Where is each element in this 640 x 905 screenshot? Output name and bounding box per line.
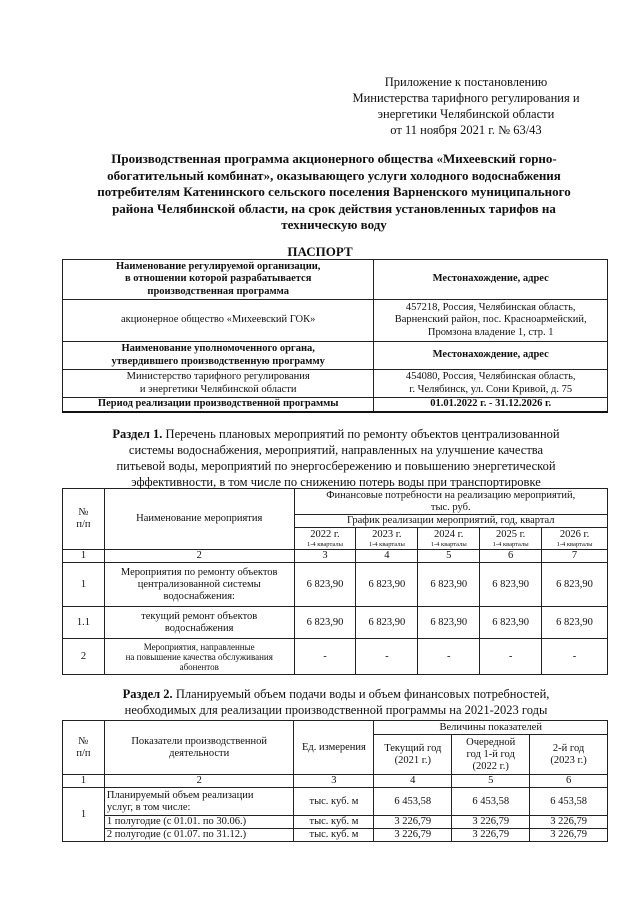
indicator-cell: 2 полугодие (с 01.07. по 31.12.) (104, 829, 294, 842)
title-line: техническую воду (281, 217, 387, 232)
column-number: 3 (294, 775, 374, 788)
indicator-cell: 1 полугодие (с 01.01. по 30.06.) (104, 816, 294, 829)
appendix-line: от 11 ноября 2021 г. № 63/43 (390, 123, 542, 137)
column-number: 7 (542, 550, 608, 563)
section-heading-line: необходимых для реализации производственной программы на 2021-2023 годы (124, 703, 548, 717)
col-header-unit: Ед. измерения (294, 721, 374, 775)
section-heading-line: системы водоснабжения, мероприятий, направленных на улучшение качества (128, 443, 544, 457)
table-row (63, 829, 608, 842)
table-row (63, 607, 608, 639)
value-cell: 3 226,79 (452, 829, 530, 842)
header-text: 2-й год (552, 742, 585, 754)
activity-name-line: централизованной системы (137, 578, 261, 590)
quarter-label: 1-4 кварталы (556, 541, 593, 548)
title-line: потребителям Катенинского сельского поселения Варненского муниципального (97, 184, 571, 199)
section-heading-text: Перечень плановых мероприятий по ремонту объектов централизованной (162, 427, 560, 441)
column-number: 5 (418, 550, 480, 563)
year-label: 2025 г. (495, 529, 526, 540)
authority-location-header-cell: Местонахождение, адрес (374, 342, 608, 370)
header-text: (2023 г.) (550, 754, 587, 766)
value-cell: 6 823,90 (542, 563, 608, 607)
column-number: 2 (104, 775, 294, 788)
value-cell: 6 823,90 (356, 563, 418, 607)
activity-name-line: Мероприятия по ремонту объектов (120, 566, 278, 578)
value-cell: 3 226,79 (374, 816, 452, 829)
org-header-cell (63, 260, 374, 300)
year-label: 2024 г. (434, 529, 464, 540)
location-header-cell: Местонахождение, адрес (374, 260, 608, 300)
row-number: 1 (63, 563, 105, 607)
value-cell: 6 823,90 (294, 607, 356, 639)
row-number: 2 (63, 639, 105, 675)
org-header-text: производственная программа (147, 285, 289, 297)
activity-name-line: водоснабжения: (163, 590, 235, 602)
title-line: района Челябинской области, на срок действия установленных тарифов на (112, 200, 556, 216)
indicator-line: Планируемый объем реализации (106, 789, 254, 801)
value-cell: - (356, 639, 418, 675)
col-header-financial (294, 489, 607, 515)
year-label: 2026 г. (559, 529, 590, 540)
authority-name-line: Министерство тарифного регулирования (126, 371, 310, 382)
value-cell: - (480, 639, 542, 675)
column-number: 1 (63, 775, 105, 788)
activity-name-line: водоснабжения (164, 622, 234, 634)
value-cell: - (542, 639, 608, 675)
header-text: (2021 г.) (394, 754, 431, 766)
section1-heading (70, 426, 602, 490)
section-heading-line: питьевой воды, мероприятий по энергосбережению и повышению энергетической (116, 459, 556, 473)
header-text: деятельности (169, 747, 230, 759)
passport-row (63, 342, 608, 370)
authority-name-line: и энергетики Челябинской области (139, 383, 297, 395)
value-cell: 6 823,90 (294, 563, 356, 607)
header-text: п/п (76, 747, 91, 759)
authority-header-text: утвердившего производственную программу (111, 355, 325, 367)
title-line: Производственная программа акционерного общества «Михеевский горно- (111, 151, 557, 166)
year-header-cell (418, 528, 480, 550)
header-text: № (78, 507, 89, 518)
section-heading-text: Планируемый объем подачи воды и объем финансовых потребностей, (172, 687, 550, 701)
header-text: год 1-й год (466, 748, 515, 760)
section2-heading (80, 686, 592, 718)
column-number: 4 (356, 550, 418, 563)
table-row (63, 563, 608, 607)
address-line: г. Челябинск, ул. Сони Кривой, д. 75 (409, 383, 573, 395)
col-header-schedule: График реализации мероприятий, год, квартал (294, 515, 607, 528)
passport-row (63, 260, 608, 300)
table-header-row (63, 721, 608, 735)
year-label: 2022 г. (310, 529, 340, 540)
header-text: Очередной (466, 736, 516, 748)
indicator-cell (104, 788, 294, 816)
year-header-cell (294, 528, 356, 550)
title-line: обогатительный комбинат», оказывающего услуги холодного водоснабжения (107, 167, 561, 183)
authority-header-cell (63, 342, 374, 370)
value-cell: 6 823,90 (480, 607, 542, 639)
section-number: Раздел 2. (122, 687, 173, 701)
col-header-indicator (104, 721, 294, 775)
activity-name-cell (104, 563, 294, 607)
value-cell: 3 226,79 (374, 829, 452, 842)
value-cell: 6 823,90 (418, 607, 480, 639)
unit-cell: тыс. куб. м (294, 829, 374, 842)
header-text: тыс. руб. (430, 501, 471, 513)
address-line: Варненский район, пос. Красноармейский, (394, 314, 587, 326)
section-heading-line (80, 686, 592, 702)
unit-cell: тыс. куб. м (294, 816, 374, 829)
header-text: Текущий год (384, 742, 442, 754)
org-header-text: Наименование регулируемой организации, (115, 260, 321, 272)
header-text: № (78, 735, 89, 747)
col-header-num (63, 489, 105, 550)
value-cell: 6 823,90 (356, 607, 418, 639)
passport-row (63, 300, 608, 342)
activity-name-line: текущий ремонт объектов (141, 610, 258, 622)
period-value-cell: 01.01.2022 г. - 31.12.2026 г. (374, 398, 608, 412)
value-cell: - (418, 639, 480, 675)
activity-name-cell (104, 607, 294, 639)
period-label-cell: Период реализации производственной программы (63, 398, 374, 412)
year-header-cell (356, 528, 418, 550)
year-header-cell (542, 528, 608, 550)
column-number-row (63, 775, 608, 788)
column-number-row (63, 550, 608, 563)
table-row (63, 816, 608, 829)
org-header-text: в отношении которой разрабатывается (124, 273, 312, 285)
activity-name-line: на повышение качества обслуживания (125, 651, 273, 662)
table-row (63, 788, 608, 816)
value-cell: 6 453,58 (530, 788, 608, 816)
value-cell: 3 226,79 (452, 816, 530, 829)
value-cell: 6 453,58 (374, 788, 452, 816)
quarter-label: 1-4 кварталы (430, 541, 467, 548)
appendix-line: Приложение к постановлению (384, 75, 548, 89)
year-label: 2023 г. (372, 529, 402, 540)
column-number: 3 (294, 550, 356, 563)
appendix-note (330, 74, 602, 138)
col-header-values: Величины показателей (374, 721, 608, 735)
value-cell: 6 453,58 (452, 788, 530, 816)
address-line: 454080, Россия, Челябинская область, (405, 371, 576, 382)
quarter-label: 1-4 кварталы (306, 541, 343, 548)
activity-name-cell (104, 639, 294, 675)
authority-address-cell (374, 370, 608, 398)
org-address-cell (374, 300, 608, 342)
section2-table (62, 720, 608, 842)
column-number: 4 (374, 775, 452, 788)
document-title (86, 151, 582, 234)
section-heading-line: эффективности, в том числе по снижению потерь воды при транспортировке (131, 475, 541, 489)
col-header-num (63, 721, 105, 775)
address-line: Промзона владение 1, стр. 1 (427, 326, 554, 338)
column-number: 6 (480, 550, 542, 563)
col-header-second-year (530, 735, 608, 775)
authority-name-cell (63, 370, 374, 398)
column-number: 6 (530, 775, 608, 788)
column-number: 2 (104, 550, 294, 563)
section1-table (62, 488, 608, 675)
section-number: Раздел 1. (112, 427, 163, 441)
address-line: 457218, Россия, Челябинская область, (405, 301, 576, 313)
col-header-next-year (452, 735, 530, 775)
table-header-row (63, 489, 608, 515)
row-number: 1.1 (63, 607, 105, 639)
org-name-cell: акционерное общество «Михеевский ГОК» (63, 300, 374, 342)
table-row (63, 639, 608, 675)
passport-row (63, 370, 608, 398)
activity-name-line: Мероприятия, направленные (143, 641, 255, 652)
section-heading-line (70, 426, 602, 442)
col-header-name: Наименование мероприятия (104, 489, 294, 550)
value-cell: 6 823,90 (418, 563, 480, 607)
unit-cell: тыс. куб. м (294, 788, 374, 816)
appendix-line: Министерства тарифного регулирования и (352, 91, 580, 105)
header-text: Показатели производственной (131, 735, 268, 747)
value-cell: 3 226,79 (530, 829, 608, 842)
column-number: 5 (452, 775, 530, 788)
year-header-cell (480, 528, 542, 550)
column-number: 1 (63, 550, 105, 563)
passport-row (63, 398, 608, 412)
passport-table (62, 259, 608, 413)
value-cell: - (294, 639, 356, 675)
appendix-line: энергетики Челябинской области (377, 107, 555, 121)
quarter-label: 1-4 кварталы (492, 541, 529, 548)
authority-header-text: Наименование уполномоченного органа, (121, 343, 315, 354)
value-cell: 6 823,90 (480, 563, 542, 607)
row-number: 1 (63, 788, 105, 842)
value-cell: 6 823,90 (542, 607, 608, 639)
activity-name-line: абонентов (179, 661, 219, 672)
header-text: (2022 г.) (472, 760, 509, 772)
passport-heading: ПАСПОРТ (287, 244, 353, 259)
col-header-current-year (374, 735, 452, 775)
indicator-line: услуг, в том числе: (106, 801, 191, 813)
header-text: п/п (76, 519, 91, 530)
header-text: Финансовые потребности на реализацию мероприятий, (326, 489, 576, 501)
quarter-label: 1-4 кварталы (368, 541, 405, 548)
value-cell: 3 226,79 (530, 816, 608, 829)
